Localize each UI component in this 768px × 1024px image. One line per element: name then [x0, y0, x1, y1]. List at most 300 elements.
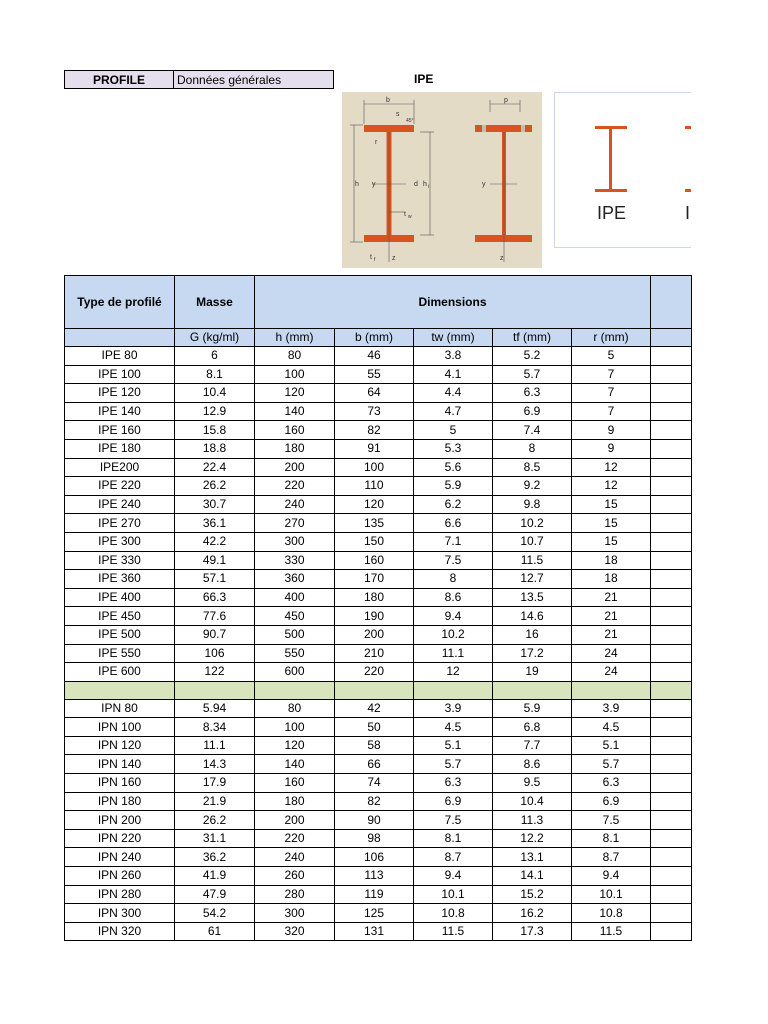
label-y-right: y: [482, 181, 486, 188]
table-row: [65, 774, 692, 793]
value-cell: 4.5: [414, 718, 493, 737]
value-cell: 6.9: [493, 402, 572, 421]
value-cell: 100: [335, 458, 414, 477]
value-cell: 6.8: [493, 718, 572, 737]
empty-cell: [651, 495, 692, 514]
empty-cell: [651, 384, 692, 403]
value-cell: 550: [255, 644, 335, 663]
table-header-row: [65, 276, 692, 329]
value-cell: 26.2: [175, 477, 255, 496]
value-cell: 47.9: [175, 885, 255, 904]
empty-cell: [651, 811, 692, 830]
value-cell: 21: [572, 588, 651, 607]
value-cell: 8.7: [414, 848, 493, 867]
value-cell: 18: [572, 551, 651, 570]
profile-name-cell: IPE 80: [65, 347, 175, 366]
empty-cell: [651, 904, 692, 923]
value-cell: 4.1: [414, 365, 493, 384]
profile-name-cell: IPN 80: [65, 699, 175, 718]
value-cell: 4.5: [572, 718, 651, 737]
value-cell: 55: [335, 365, 414, 384]
table-row: [65, 347, 692, 366]
label-d: d: [414, 181, 418, 188]
value-cell: 98: [335, 829, 414, 848]
value-cell: 7: [572, 365, 651, 384]
value-cell: 5.9: [493, 699, 572, 718]
value-cell: 5.7: [572, 755, 651, 774]
value-cell: 19: [493, 663, 572, 682]
header-row: [64, 70, 334, 89]
value-cell: 36.1: [175, 514, 255, 533]
value-cell: 140: [255, 755, 335, 774]
value-cell: 6.3: [493, 384, 572, 403]
value-cell: 6.9: [414, 792, 493, 811]
value-cell: 4.7: [414, 402, 493, 421]
table-row: [65, 551, 692, 570]
table-row: [65, 792, 692, 811]
value-cell: 36.2: [175, 848, 255, 867]
empty-cell: [651, 588, 692, 607]
label-p: p: [504, 97, 508, 104]
empty-cell: [651, 644, 692, 663]
table-row: [65, 477, 692, 496]
value-cell: 5.6: [414, 458, 493, 477]
units-empty-end: [651, 329, 692, 347]
empty-cell: [651, 718, 692, 737]
donnees-label: Données générales: [174, 70, 334, 89]
table-row: [65, 570, 692, 589]
value-cell: 7.4: [493, 421, 572, 440]
value-cell: 125: [335, 904, 414, 923]
value-cell: 9.5: [493, 774, 572, 793]
value-cell: 12.9: [175, 402, 255, 421]
value-cell: 49.1: [175, 551, 255, 570]
profile-name-cell: IPE 360: [65, 570, 175, 589]
label-b: b: [386, 97, 390, 104]
value-cell: 10.2: [493, 514, 572, 533]
value-cell: 600: [255, 663, 335, 682]
empty-cell: [651, 867, 692, 886]
value-cell: 131: [335, 922, 414, 941]
value-cell: 14.1: [493, 867, 572, 886]
label-tw-sub: w: [408, 214, 412, 220]
value-cell: 8.5: [493, 458, 572, 477]
table-row: [65, 532, 692, 551]
unit-tw: tw (mm): [414, 329, 493, 347]
table-row: [65, 402, 692, 421]
empty-cell: [651, 551, 692, 570]
value-cell: 21: [572, 625, 651, 644]
value-cell: 135: [335, 514, 414, 533]
header-type: Type de profilé: [65, 276, 175, 329]
value-cell: 15.2: [493, 885, 572, 904]
header-empty: [651, 276, 692, 329]
value-cell: 21.9: [175, 792, 255, 811]
profile-name-cell: IPE 160: [65, 421, 175, 440]
value-cell: 300: [255, 532, 335, 551]
value-cell: 57.1: [175, 570, 255, 589]
table-row: [65, 607, 692, 626]
table-row: [65, 663, 692, 682]
value-cell: 90: [335, 811, 414, 830]
empty-cell: [651, 829, 692, 848]
value-cell: 220: [335, 663, 414, 682]
value-cell: 11.1: [414, 644, 493, 663]
empty-cell: [651, 458, 692, 477]
empty-cell: [572, 681, 651, 699]
value-cell: 122: [175, 663, 255, 682]
value-cell: 360: [255, 570, 335, 589]
label-hi: h: [423, 181, 427, 188]
table-units-row: [65, 329, 692, 347]
value-cell: 106: [175, 644, 255, 663]
value-cell: 64: [335, 384, 414, 403]
table-row: [65, 644, 692, 663]
photo-label-2: I: [685, 203, 691, 223]
label-h: h: [355, 181, 359, 188]
table-row: [65, 421, 692, 440]
table-row: [65, 439, 692, 458]
value-cell: 30.7: [175, 495, 255, 514]
value-cell: 10.8: [414, 904, 493, 923]
value-cell: 17.3: [493, 922, 572, 941]
value-cell: 74: [335, 774, 414, 793]
value-cell: 320: [255, 922, 335, 941]
value-cell: 9: [572, 439, 651, 458]
value-cell: 42: [335, 699, 414, 718]
value-cell: 17.9: [175, 774, 255, 793]
value-cell: 4.4: [414, 384, 493, 403]
label-z-left: z: [392, 255, 396, 262]
value-cell: 8.34: [175, 718, 255, 737]
value-cell: 8: [414, 570, 493, 589]
profile-name-cell: IPN 260: [65, 867, 175, 886]
value-cell: 160: [255, 421, 335, 440]
value-cell: 120: [255, 384, 335, 403]
table-row: [65, 736, 692, 755]
header-dimensions: Dimensions: [255, 276, 651, 329]
table-row: [65, 829, 692, 848]
value-cell: 66.3: [175, 588, 255, 607]
value-cell: 10.7: [493, 532, 572, 551]
value-cell: 5.7: [414, 755, 493, 774]
value-cell: 82: [335, 792, 414, 811]
value-cell: 180: [255, 792, 335, 811]
profile-name-cell: IPE 180: [65, 439, 175, 458]
value-cell: 31.1: [175, 829, 255, 848]
table-row: [65, 718, 692, 737]
profile-name-cell: IPN 160: [65, 774, 175, 793]
empty-cell: [651, 477, 692, 496]
profile-name-cell: IPE 100: [65, 365, 175, 384]
profile-table: [64, 275, 692, 941]
value-cell: 5.2: [493, 347, 572, 366]
value-cell: 160: [255, 774, 335, 793]
table-row: [65, 811, 692, 830]
label-tw: t: [404, 211, 406, 218]
value-cell: 42.2: [175, 532, 255, 551]
empty-cell: [651, 736, 692, 755]
value-cell: 10.1: [572, 885, 651, 904]
value-cell: 14.6: [493, 607, 572, 626]
value-cell: 73: [335, 402, 414, 421]
value-cell: 7.7: [493, 736, 572, 755]
value-cell: 9.4: [414, 867, 493, 886]
table-row: [65, 384, 692, 403]
empty-cell: [651, 755, 692, 774]
value-cell: 200: [335, 625, 414, 644]
value-cell: 5.9: [414, 477, 493, 496]
value-cell: 150: [335, 532, 414, 551]
table-row: [65, 495, 692, 514]
value-cell: 120: [335, 495, 414, 514]
table-row: [65, 755, 692, 774]
header-masse: Masse: [175, 276, 255, 329]
value-cell: 54.2: [175, 904, 255, 923]
unit-r: r (mm): [572, 329, 651, 347]
value-cell: 91: [335, 439, 414, 458]
empty-cell: [651, 885, 692, 904]
value-cell: 270: [255, 514, 335, 533]
empty-cell: [651, 792, 692, 811]
label-hi-sub: i: [428, 184, 430, 190]
value-cell: 7: [572, 384, 651, 403]
value-cell: 5: [572, 347, 651, 366]
value-cell: 113: [335, 867, 414, 886]
empty-cell: [651, 681, 692, 699]
table-row: [65, 904, 692, 923]
value-cell: 12: [414, 663, 493, 682]
empty-cell: [651, 607, 692, 626]
value-cell: 330: [255, 551, 335, 570]
value-cell: 13.1: [493, 848, 572, 867]
value-cell: 15: [572, 495, 651, 514]
value-cell: 10.4: [175, 384, 255, 403]
table-row: [65, 867, 692, 886]
empty-cell: [651, 570, 692, 589]
value-cell: 10.2: [414, 625, 493, 644]
profile-name-cell: IPE 450: [65, 607, 175, 626]
value-cell: 500: [255, 625, 335, 644]
value-cell: 9.4: [414, 607, 493, 626]
value-cell: 10.8: [572, 904, 651, 923]
label-tf-sub: f: [374, 257, 376, 263]
value-cell: 3.8: [414, 347, 493, 366]
value-cell: 12.7: [493, 570, 572, 589]
value-cell: 12: [572, 458, 651, 477]
ipe-photo: [554, 92, 691, 248]
profile-name-cell: IPE200: [65, 458, 175, 477]
value-cell: 170: [335, 570, 414, 589]
value-cell: 7.5: [414, 551, 493, 570]
unit-tf: tf (mm): [493, 329, 572, 347]
value-cell: 12.2: [493, 829, 572, 848]
value-cell: 140: [255, 402, 335, 421]
profile-name-cell: IPN 120: [65, 736, 175, 755]
value-cell: 58: [335, 736, 414, 755]
value-cell: 3.9: [572, 699, 651, 718]
ipe-diagram: [342, 92, 542, 268]
empty-cell: [651, 848, 692, 867]
value-cell: 220: [255, 477, 335, 496]
value-cell: 5.1: [572, 736, 651, 755]
value-cell: 7: [572, 402, 651, 421]
table-row: [65, 885, 692, 904]
profile-name-cell: IPE 330: [65, 551, 175, 570]
table-row: [65, 514, 692, 533]
value-cell: 9.4: [572, 867, 651, 886]
value-cell: 7.5: [414, 811, 493, 830]
empty-cell: [651, 421, 692, 440]
value-cell: 61: [175, 922, 255, 941]
profile-name-cell: IPE 220: [65, 477, 175, 496]
value-cell: 7.1: [414, 532, 493, 551]
table-row: [65, 625, 692, 644]
empty-cell: [651, 774, 692, 793]
empty-cell: [335, 681, 414, 699]
value-cell: 260: [255, 867, 335, 886]
unit-h: h (mm): [255, 329, 335, 347]
value-cell: 400: [255, 588, 335, 607]
profile-name-cell: IPE 140: [65, 402, 175, 421]
profile-name-cell: IPE 300: [65, 532, 175, 551]
value-cell: 200: [255, 458, 335, 477]
profile-name-cell: IPE 240: [65, 495, 175, 514]
value-cell: 6.9: [572, 792, 651, 811]
profile-name-cell: IPN 200: [65, 811, 175, 830]
value-cell: 80: [255, 699, 335, 718]
value-cell: 18.8: [175, 439, 255, 458]
profile-name-cell: IPE 600: [65, 663, 175, 682]
profile-name-cell: IPN 240: [65, 848, 175, 867]
value-cell: 8.7: [572, 848, 651, 867]
table-row: [65, 458, 692, 477]
value-cell: 24: [572, 644, 651, 663]
value-cell: 160: [335, 551, 414, 570]
profile-name-cell: IPE 120: [65, 384, 175, 403]
value-cell: 9.8: [493, 495, 572, 514]
empty-cell: [651, 347, 692, 366]
value-cell: 106: [335, 848, 414, 867]
value-cell: 100: [255, 718, 335, 737]
value-cell: 90.7: [175, 625, 255, 644]
value-cell: 10.1: [414, 885, 493, 904]
empty-cell: [651, 514, 692, 533]
value-cell: 300: [255, 904, 335, 923]
empty-cell: [651, 625, 692, 644]
value-cell: 120: [255, 736, 335, 755]
table-row: [65, 848, 692, 867]
table-row: [65, 588, 692, 607]
value-cell: 5: [414, 421, 493, 440]
separator-row: [65, 681, 692, 699]
empty-cell: [175, 681, 255, 699]
value-cell: 17.2: [493, 644, 572, 663]
value-cell: 5.94: [175, 699, 255, 718]
empty-cell: [651, 439, 692, 458]
profile-name-cell: IPE 500: [65, 625, 175, 644]
empty-cell: [255, 681, 335, 699]
value-cell: 46: [335, 347, 414, 366]
value-cell: 50: [335, 718, 414, 737]
value-cell: 9.2: [493, 477, 572, 496]
photo-label-ipe: IPE: [597, 203, 627, 223]
empty-cell: [651, 365, 692, 384]
label-angle: 45°: [406, 118, 414, 124]
table-row: [65, 922, 692, 941]
value-cell: 24: [572, 663, 651, 682]
value-cell: 66: [335, 755, 414, 774]
value-cell: 12: [572, 477, 651, 496]
empty-cell: [651, 532, 692, 551]
value-cell: 180: [335, 588, 414, 607]
value-cell: 5.7: [493, 365, 572, 384]
value-cell: 7.5: [572, 811, 651, 830]
value-cell: 15: [572, 514, 651, 533]
empty-cell: [651, 663, 692, 682]
profile-name-cell: IPE 400: [65, 588, 175, 607]
profile-label: PROFILE: [64, 70, 174, 89]
value-cell: 210: [335, 644, 414, 663]
profile-name-cell: IPN 220: [65, 829, 175, 848]
value-cell: 8.6: [414, 588, 493, 607]
value-cell: 190: [335, 607, 414, 626]
unit-b: b (mm): [335, 329, 414, 347]
value-cell: 8.6: [493, 755, 572, 774]
section-title: IPE: [414, 72, 434, 86]
profile-name-cell: IPE 270: [65, 514, 175, 533]
label-r: r: [375, 139, 378, 146]
profile-name-cell: IPN 100: [65, 718, 175, 737]
value-cell: 18: [572, 570, 651, 589]
value-cell: 119: [335, 885, 414, 904]
empty-cell: [651, 699, 692, 718]
profile-name-cell: IPN 140: [65, 755, 175, 774]
profile-name-cell: IPE 550: [65, 644, 175, 663]
value-cell: 110: [335, 477, 414, 496]
value-cell: 22.4: [175, 458, 255, 477]
value-cell: 21: [572, 607, 651, 626]
ipe-beam-photo-icon: [595, 126, 627, 192]
profile-name-cell: IPN 320: [65, 922, 175, 941]
empty-cell: [651, 922, 692, 941]
value-cell: 15: [572, 532, 651, 551]
label-z-right: z: [500, 255, 504, 262]
value-cell: 450: [255, 607, 335, 626]
value-cell: 11.5: [493, 551, 572, 570]
profile-name-cell: IPN 280: [65, 885, 175, 904]
value-cell: 100: [255, 365, 335, 384]
value-cell: 11.3: [493, 811, 572, 830]
value-cell: 16: [493, 625, 572, 644]
value-cell: 80: [255, 347, 335, 366]
value-cell: 8.1: [414, 829, 493, 848]
value-cell: 41.9: [175, 867, 255, 886]
value-cell: 8: [493, 439, 572, 458]
value-cell: 6.3: [572, 774, 651, 793]
label-tf: t: [370, 254, 372, 261]
value-cell: 11.5: [572, 922, 651, 941]
value-cell: 15.8: [175, 421, 255, 440]
profile-name-cell: IPN 180: [65, 792, 175, 811]
empty-cell: [651, 402, 692, 421]
value-cell: 240: [255, 495, 335, 514]
value-cell: 13.5: [493, 588, 572, 607]
value-cell: 77.6: [175, 607, 255, 626]
value-cell: 3.9: [414, 699, 493, 718]
value-cell: 6.2: [414, 495, 493, 514]
value-cell: 5.3: [414, 439, 493, 458]
